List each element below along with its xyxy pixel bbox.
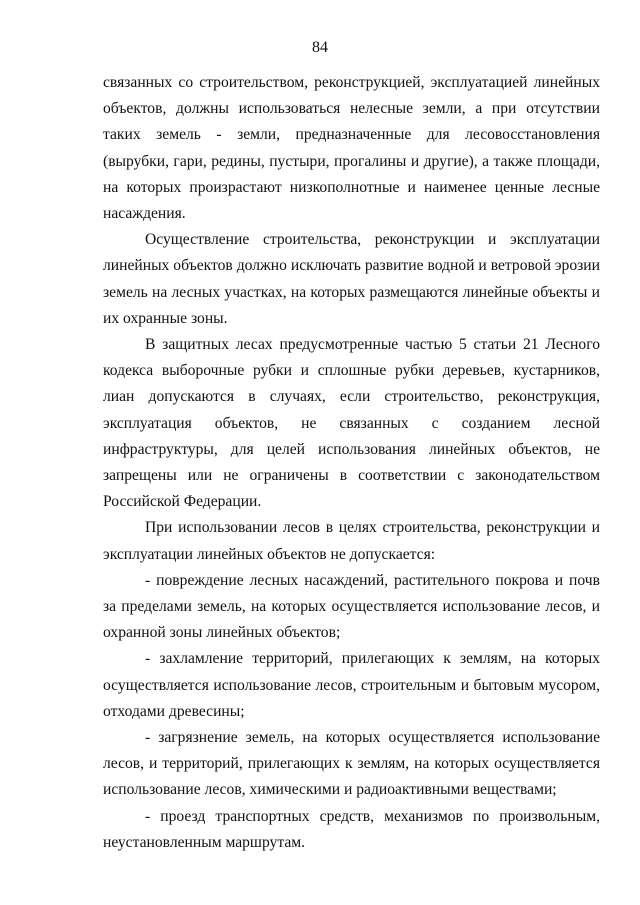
document-body bbox=[103, 70, 600, 856]
list-item-damage: - повреждение лесных насаждений, растительного покрова и почв за пределами земель, на которых осуществляется использование лесов, и охранной зоны линейных объектов; bbox=[103, 571, 600, 642]
paragraph-erosion: Осуществление строительства, реконструкции и эксплуатации линейных объектов должно исключать развитие водной и ветровой эрозии земель на лесных участках, на которых размещаются линейные объекты и их охранные зоны. bbox=[103, 231, 600, 327]
paragraph-prohibitions-intro: При использовании лесов в целях строительства, реконструкции и эксплуатации линейных объектов не допускается: bbox=[103, 519, 600, 563]
list-item-littering: - захламление территорий, прилегающих к землям, на которых осуществляется использование лесов, строительным и бытовым мусором, отходами древесины; bbox=[103, 650, 600, 720]
page-number: 84 bbox=[312, 39, 328, 56]
list-item-pollution: - загрязнение земель, на которых осуществляется использование лесов, и территорий, прилегающих к землям, на которых осуществляется использование лесов, химическими и радиоактивными веществами; bbox=[103, 729, 600, 799]
list-item-vehicle-passage: - проезд транспортных средств, механизмов по произвольным, неустановленным маршрутам. bbox=[103, 807, 600, 851]
paragraph-protective-forests: В защитных лесах предусмотренные частью 5 статьи 21 Лесного кодекса выборочные рубки и сплошные рубки деревьев, кустарников, лиан допускаются в случаях, если строительство, реконструкция, эксплуатация объектов, не связанных с созданием лесной инфраструктуры, для целей использования линейных объектов, не запрещены или не ограничены в соответствии с законодательством Российской Федерации. bbox=[103, 336, 600, 511]
paragraph-continuation: связанных со строительством, реконструкцией, эксплуатацией линейных объектов, должны использоваться нелесные земли, а при отсутствии таких земель - земли, предназначенные для лесовосстановления (вырубки, гари, редины, пустыри, прогалины и другие), а также площади, на которых произрастают низкополнотные и наименее ценные лесные насаждения. bbox=[103, 74, 600, 223]
